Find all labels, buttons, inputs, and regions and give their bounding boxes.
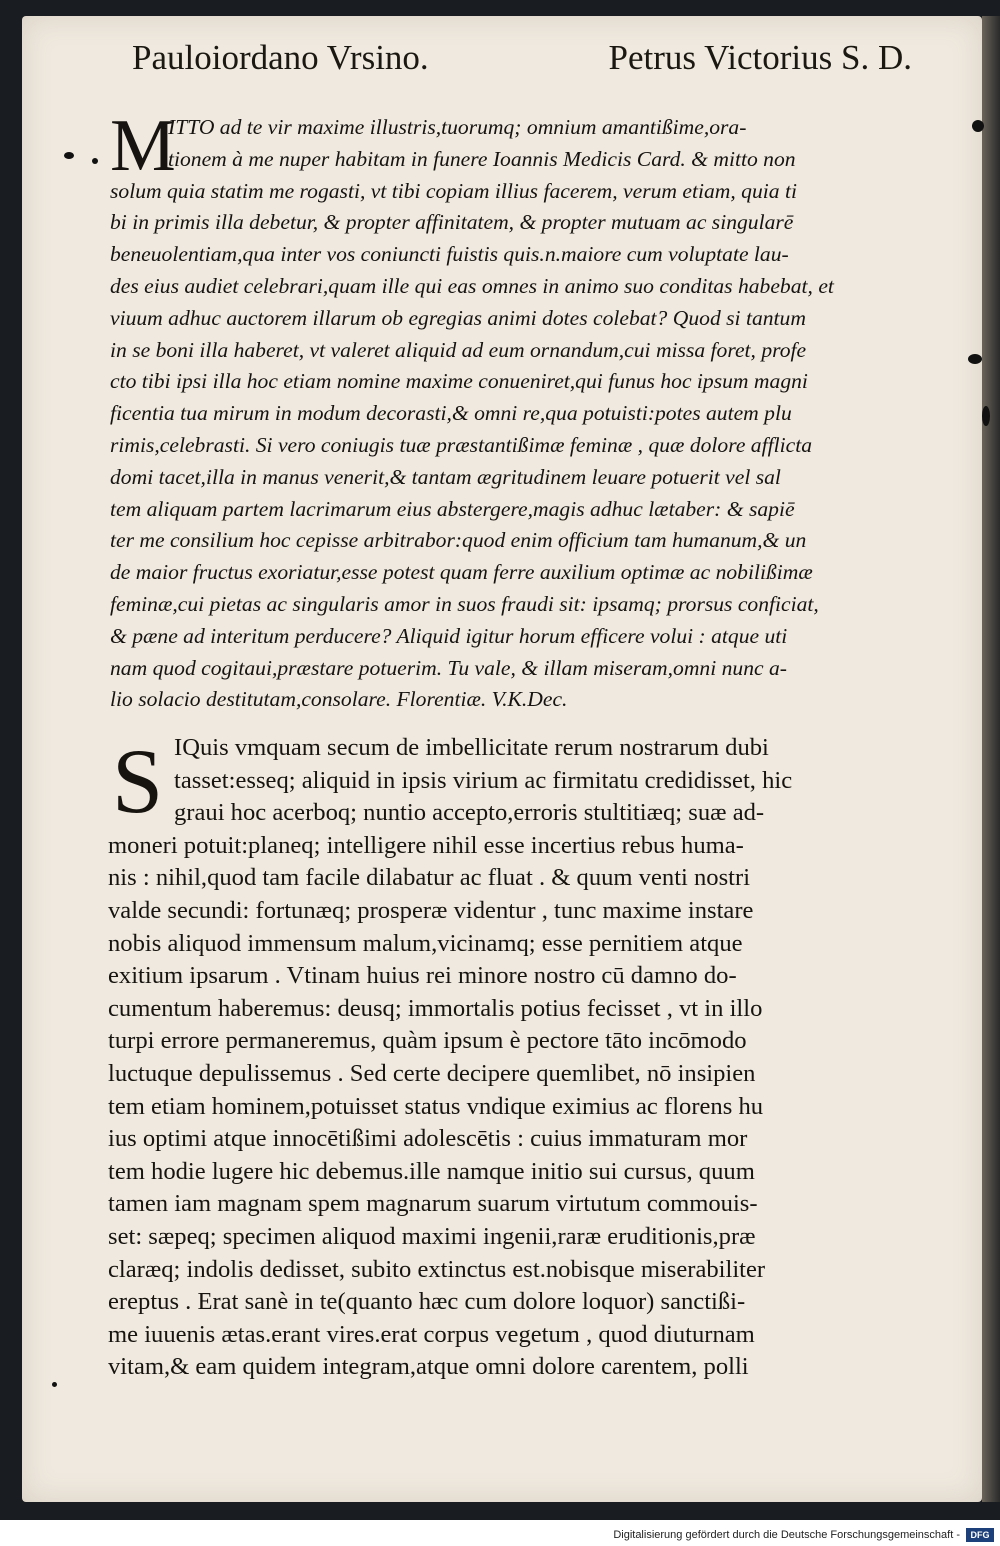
oration-line: ius optimi atque innocētißimi adolescētis : cuius immaturam mor [108, 1125, 748, 1153]
oration-line: moneri potuit:planeq; intelligere nihil esse incertius rebus huma- [108, 831, 744, 859]
oration-line: turpi errore permaneremus, quàm ipsum è pectore tāto incōmodo [108, 1027, 747, 1055]
letter-line: viuum adhuc auctorem illarum ob egregias animi dotes colebat? Quod si tantum [110, 305, 806, 330]
oration-line: ereptus . Erat sanè in te(quanto hæc cum dolore loquor) sanctißi- [108, 1288, 746, 1316]
digitization-footer [0, 1526, 1000, 1546]
letter-line: rimis,celebrasti. Si vero coniugis tuæ præstantißimæ feminæ , quæ dolore afflicta [110, 432, 812, 457]
oration-dropcap: S [112, 730, 164, 832]
letter-line: beneuolentiam,qua inter vos coniuncti fuistis quis.n.maiore cum voluptate lau- [110, 242, 789, 267]
oration-line: luctuque depulissemus . Sed certe decipere quemlibet, nō insipien [108, 1059, 756, 1087]
letter-line: des eius audiet celebrari,quam ille qui eas omnes in animo suo conditas habebat, et [110, 273, 834, 298]
oration-line: claræq; indolis dedisset, subito extinctus est.nobisque miserabiliter [108, 1255, 766, 1283]
margin-ink-mark [968, 354, 982, 364]
letter-line: domi tacet,illa in manus venerit,& tantam ægritudinem leuare potuerit vel sal [110, 464, 781, 489]
letter-line: ter me consilium hoc cepisse arbitrabor:quod enim officium tam humanum,& un [110, 528, 807, 553]
oration-text [108, 732, 923, 1384]
letter-line: & pæne ad interitum perducere? Aliquid igitur horum efficere volui : atque uti [110, 623, 788, 648]
running-header [132, 38, 912, 78]
oration-line: cumentum haberemus: deusq; immortalis potius fecisset , vt in illo [108, 994, 763, 1022]
oration-line: tem etiam hominem,potuisset status vndique eximius ac florens hu [108, 1092, 764, 1120]
oration-line: tamen iam magnam spem magnarum suarum virtutum commouis- [108, 1190, 758, 1218]
oration-line: vitam,& eam quidem integram,atque omni dolore carentem, polli [108, 1353, 749, 1381]
margin-ink-mark [92, 158, 98, 164]
dedication-letter [110, 105, 925, 716]
letter-line: solum quia statim me rogasti, vt tibi copiam illius facerem, verum etiam, quia ti [110, 178, 797, 203]
footer-credit: Digitalisierung gefördert durch die Deutsche Forschungsgemeinschaft - [613, 1529, 960, 1541]
oration-line: exitium ipsarum . Vtinam huius rei minore nostro cū damno do- [108, 962, 737, 990]
margin-ink-mark [52, 1382, 57, 1387]
letter-line: nam quod cogitaui,præstare potuerim. Tu vale, & illam miseram,omni nunc a- [110, 655, 787, 680]
letter-line: lio solacio destitutam,consolare. Florentiæ. V.K.Dec. [110, 687, 568, 712]
oration-line: valde secundi: fortunæq; prosperæ videntur , tunc maxime instare [108, 896, 754, 924]
oration-line: nis : nihil,quod tam facile dilabatur ac fluat . & quum venti nostri [108, 864, 751, 892]
oration-line: me iuuenis ætas.erant vires.erat corpus vegetum , quod diuturnam [108, 1320, 755, 1348]
oration-line: graui hoc acerboq; nuntio accepto,erroris stultitiæq; suæ ad- [174, 799, 765, 827]
letter-line: de maior fructus exoriatur,esse potest quam ferre auxilium optimæ ac nobilißimæ [110, 560, 813, 585]
oration-line: tasset:esseq; aliquid in ipsis virium ac firmitatu credidisset, hic [174, 766, 793, 794]
letter-line: tem aliquam partem lacrimarum eius abstergere,magis adhuc lætaber: & sapiē [110, 496, 795, 521]
letter-line: tionem à me nuper habitam in funere Ioannis Medicis Card. & mitto non [168, 146, 796, 171]
letter-line: ITTO ad te vir maxime illustris,tuorumq; omnium amantißime,ora- [168, 115, 747, 139]
oration-line: tem hodie lugere hic debemus.ille namque initio sui cursus, quum [108, 1157, 755, 1185]
margin-ink-mark [972, 120, 984, 132]
letter-line: bi in primis illa debetur, & propter affinitatem, & propter mutuam ac singularē [110, 210, 794, 235]
letter-dropcap: M [110, 105, 176, 187]
oration-line: nobis aliquod immensum malum,vicinamq; esse pernitiem atque [108, 929, 743, 957]
letter-line: feminæ,cui pietas ac singularis amor in suos fraudi sit: ipsamq; prorsus conficiat, [110, 591, 819, 616]
header-author: Petrus Victorius S. D. [608, 38, 912, 77]
margin-ink-mark [64, 152, 74, 159]
header-addressee: Pauloiordano Vrsino. [132, 38, 429, 77]
letter-line: ficentia tua mirum in modum decorasti,& omni re,qua potuisti:potes autem plu [110, 401, 792, 426]
oration-line: IQuis vmquam secum de imbellicitate rerum nostrarum dubi [174, 734, 769, 761]
oration-line: set: sæpeq; specimen aliquod maximi ingenii,raræ eruditionis,præ [108, 1222, 756, 1250]
margin-ink-mark [982, 406, 990, 426]
letter-line: cto tibi ipsi illa hoc etiam nomine maxime conueniret,qui funus hoc ipsum magni [110, 369, 808, 394]
dfg-logo: DFG [966, 1528, 994, 1542]
book-edge [982, 16, 1000, 1502]
letter-line: in se boni illa haberet, vt valeret aliquid ad eum ornandum,cui missa foret, profe [110, 337, 807, 362]
